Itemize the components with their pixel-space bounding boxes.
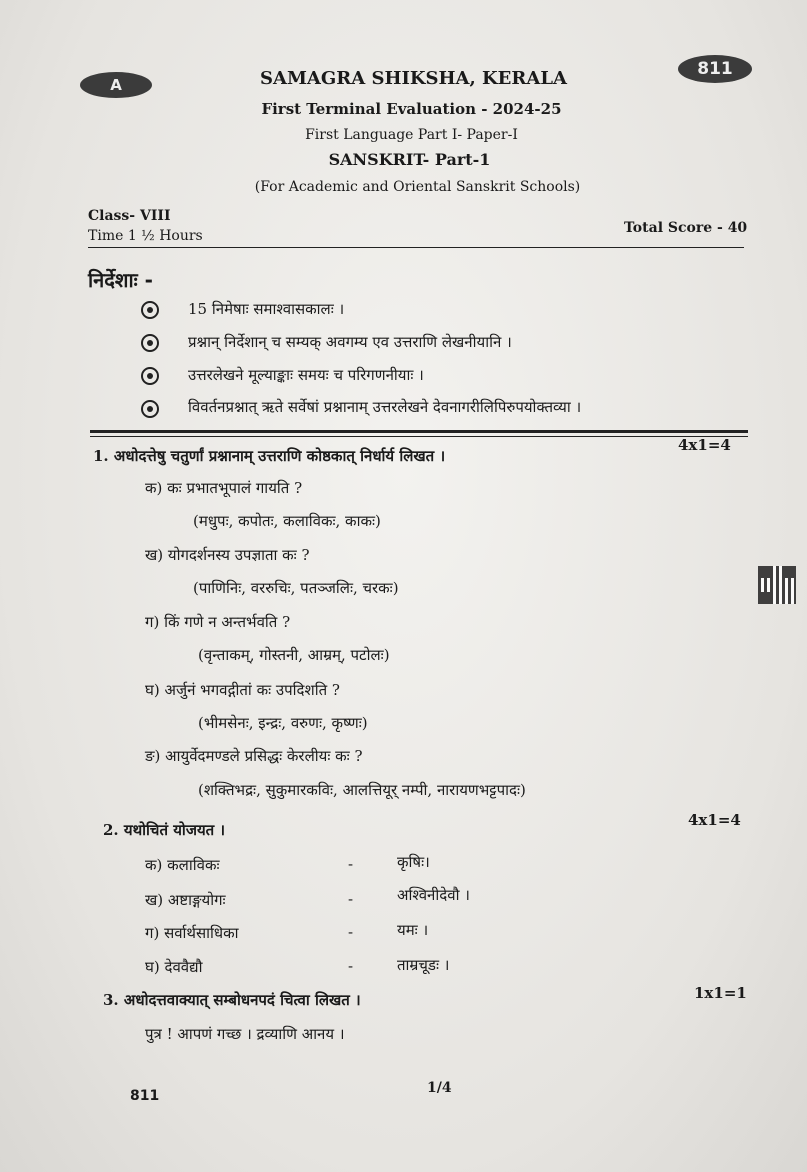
q2-dash-a: - <box>348 855 354 873</box>
class-label: Class- VIII <box>88 208 171 224</box>
org-title: SAMAGRA SHIKSHA, KERALA <box>260 68 567 89</box>
q2-right-d: ताम्रचूडः । <box>397 956 450 974</box>
q2-marks: 4x1=4 <box>688 811 741 829</box>
q3-sentence: पुत्र ! आपणं गच्छ । द्रव्याणि आनय । <box>145 1025 345 1043</box>
instructions-divider-bottom <box>90 436 748 437</box>
set-code-badge: A <box>80 72 152 98</box>
subject-title: SANSKRIT- Part-1 <box>328 150 491 169</box>
q1-title: 1. अधोदत्तेषु चतुर्णां प्रश्नानाम् उत्तराणि कोष्ठकात् निर्धार्य लिखत । <box>93 447 446 465</box>
q2-left-c: ग) सर्वार्थसाधिका <box>145 924 239 942</box>
instructions-divider-top <box>90 430 748 433</box>
q2-right-b: अश्विनीदेवौ । <box>397 886 470 904</box>
q2-dash-d: - <box>348 957 354 975</box>
instruction-1: 15 निमेषाः समाश्वासकालः । <box>188 300 345 318</box>
schools-note: (For Academic and Oriental Sanskrit Schools) <box>254 179 581 195</box>
q2-title: 2. यथोचितं योजयत । <box>103 821 226 839</box>
q3-marks: 1x1=1 <box>694 984 747 1002</box>
q1-item-b: ख) योगदर्शनस्य उपज्ञाता कः ? <box>145 546 310 564</box>
q2-dash-c: - <box>348 923 354 941</box>
q1-options-b: (पाणिनिः, वररुचिः, पतञ्जलिः, चरकः) <box>193 579 399 597</box>
q1-item-c: ग) किं गणे न अन्तर्भवति ? <box>145 613 291 631</box>
q1-options-c: (वृन्ताकम्, गोस्तनी, आम्रम्, पटोलः) <box>198 646 390 664</box>
total-score: Total Score - 40 <box>624 220 748 236</box>
time-label: Time 1 ½ Hours <box>88 228 203 244</box>
paper-code-badge: 811 <box>678 55 752 83</box>
q1-item-e: ङ) आयुर्वेदमण्डले प्रसिद्धः केरलीयः कः ? <box>145 747 363 765</box>
q1-options-a: (मधुपः, कपोतः, कलाविकः, काकः) <box>193 512 381 530</box>
q1-options-d: (भीमसेनः, इन्द्रः, वरुणः, कृष्णः) <box>198 714 368 732</box>
page-number: 1/4 <box>427 1080 452 1096</box>
instruction-bullet-2 <box>141 334 159 352</box>
instruction-4: विवर्तनप्रश्नात् ऋते सर्वेषां प्रश्नानाम् उत्तरलेखने देवनागरीलिपिरुपयोक्तव्या । <box>188 398 582 416</box>
instruction-bullet-4 <box>141 400 159 418</box>
header-divider <box>88 247 744 248</box>
q2-right-c: यमः । <box>397 921 429 939</box>
q1-marks: 4x1=4 <box>678 436 731 454</box>
instruction-bullet-1 <box>141 301 159 319</box>
paper-title: First Language Part I- Paper-I <box>305 127 518 143</box>
qr-code-icon <box>758 566 796 604</box>
q2-right-a: कृषिः। <box>397 853 430 871</box>
q2-left-d: घ) देववैद्यौ <box>145 958 203 976</box>
exam-title: First Terminal Evaluation - 2024-25 <box>261 100 562 118</box>
q1-item-d: घ) अर्जुनं भगवद्गीतां कः उपदिशति ? <box>145 681 340 699</box>
q3-title: 3. अधोदत्तवाक्यात् सम्बोधनपदं चित्वा लिखत । <box>103 991 361 1009</box>
q1-item-a: क) कः प्रभातभूपालं गायति ? <box>145 479 303 497</box>
instruction-2: प्रश्नान् निर्देशान् च सम्यक् अवगम्य एव उत्तराणि लेखनीयानि । <box>188 333 512 351</box>
footer-code: 811 <box>130 1088 160 1104</box>
q1-options-e: (शक्तिभद्रः, सुकुमारकविः, आलत्तियूर् नम्पी, नारायणभट्टपादः) <box>198 781 526 799</box>
instruction-bullet-3 <box>141 367 159 385</box>
instructions-heading: निर्देशाः - <box>88 268 153 292</box>
q2-left-b: ख) अष्टाङ्गयोगः <box>145 891 226 909</box>
q2-left-a: क) कलाविकः <box>145 856 220 874</box>
q2-dash-b: - <box>348 890 354 908</box>
instruction-3: उत्तरलेखने मूल्याङ्काः समयः च परिगणनीयाः । <box>188 366 424 384</box>
